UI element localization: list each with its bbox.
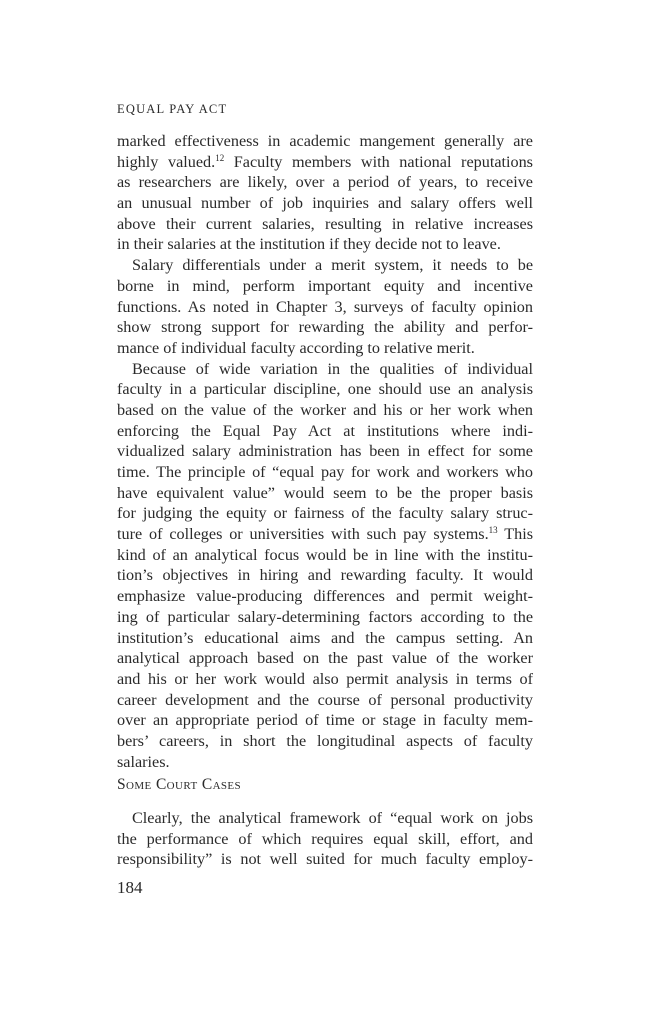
line-text: the performance of which requires equal skill, effort, and	[117, 829, 533, 848]
line-text: in their salaries at the institution if they decide not to leave.	[117, 235, 501, 254]
text-line	[117, 808, 533, 829]
line-text: show strong support for rewarding the ability and perfor-	[117, 318, 533, 337]
line-text: over an appropriate period of time or stage in faculty mem-	[117, 711, 533, 730]
text-line	[117, 421, 533, 442]
paragraph	[117, 359, 533, 773]
text-line	[117, 545, 533, 566]
text-line	[117, 524, 533, 545]
text-line	[117, 276, 533, 297]
text-line	[117, 669, 533, 690]
text-line	[117, 441, 533, 462]
text-line	[117, 829, 533, 850]
line-text: analytical approach based on the past value of the worker	[117, 649, 533, 668]
line-text: marked effectiveness in academic mangement generally are	[117, 132, 533, 150]
text-line	[117, 214, 533, 235]
text-line	[117, 193, 533, 214]
text-line	[117, 152, 533, 173]
line-text: and his or her work would also permit analysis in terms of	[117, 669, 533, 688]
text-line	[117, 255, 533, 276]
line-text: institution’s educational aims and the campus setting. An	[117, 628, 533, 647]
text-line	[117, 503, 533, 524]
line-text: enforcing the Equal Pay Act at institutions where indi-	[117, 421, 533, 440]
page-number: 184	[117, 878, 143, 897]
text-line	[117, 234, 533, 255]
footnote-reference: 12	[215, 152, 225, 163]
text-line	[117, 462, 533, 483]
line-text: ture of colleges or universities with such pay systems.	[117, 525, 489, 544]
text-line	[117, 379, 533, 400]
line-text: above their current salaries, resulting in relative increases	[117, 214, 533, 233]
footnote-reference: 13	[488, 525, 498, 536]
text-line	[117, 131, 533, 152]
text-line	[117, 338, 533, 359]
text-line	[117, 648, 533, 669]
line-text-continued: Faculty members with national reputations	[224, 152, 533, 171]
text-line	[117, 483, 533, 504]
line-text: Salary differentials under a merit system, it needs to be	[132, 256, 533, 275]
line-text: Because of wide variation in the qualities of individual	[132, 359, 533, 378]
line-text: kind of an analytical focus would be in line with the institu-	[117, 545, 533, 564]
paragraph	[117, 808, 533, 870]
section-text	[117, 808, 533, 870]
line-text: responsibility” is not well suited for much faculty employ-	[117, 850, 533, 869]
text-line	[117, 297, 533, 318]
line-text: an unusual number of job inquiries and salary offers well	[117, 194, 533, 213]
line-text-continued: This	[497, 525, 533, 544]
text-line	[117, 172, 533, 193]
text-line	[117, 731, 533, 752]
line-text: mance of individual faculty according to relative merit.	[117, 338, 475, 357]
running-head: EQUAL PAY ACT	[117, 102, 228, 116]
text-line	[117, 359, 533, 380]
text-line	[117, 690, 533, 711]
line-text: time. The principle of “equal pay for work and workers who	[117, 463, 533, 481]
line-text: based on the value of the worker and his or her work when	[117, 400, 533, 419]
line-text: borne in mind, perform important equity and incentive	[117, 276, 533, 295]
text-line	[117, 849, 533, 870]
text-line	[117, 317, 533, 338]
line-text: have equivalent value” would seem to be the proper basis	[117, 483, 533, 502]
body-text	[117, 131, 533, 772]
line-text: bers’ careers, in short the longitudinal aspects of faculty	[117, 731, 533, 750]
line-text: career development and the course of personal productivity	[117, 690, 533, 709]
text-line	[117, 710, 533, 731]
line-text: salaries.	[117, 752, 170, 771]
text-line	[117, 400, 533, 421]
section-heading: Some Court Cases	[117, 776, 242, 793]
text-line	[117, 628, 533, 649]
paragraph	[117, 255, 533, 358]
line-text: vidualized salary administration has been in effect for some	[117, 442, 533, 461]
text-line	[117, 607, 533, 628]
line-text: highly valued.	[117, 152, 216, 171]
line-text: Clearly, the analytical framework of “equal work on jobs	[132, 809, 533, 827]
paragraph	[117, 131, 533, 255]
text-line	[117, 752, 533, 773]
line-text: faculty in a particular discipline, one should use an analysis	[117, 380, 533, 399]
text-line	[117, 586, 533, 607]
text-line	[117, 565, 533, 586]
line-text: functions. As noted in Chapter 3, surveys of faculty opinion	[117, 297, 533, 316]
line-text: as researchers are likely, over a period of years, to receive	[117, 173, 533, 192]
line-text: for judging the equity or fairness of the faculty salary struc-	[117, 504, 533, 523]
line-text: tion’s objectives in hiring and rewarding faculty. It would	[117, 566, 533, 585]
line-text: emphasize value-producing differences and permit weight-	[117, 587, 533, 606]
line-text: ing of particular salary-determining factors according to the	[117, 607, 533, 626]
